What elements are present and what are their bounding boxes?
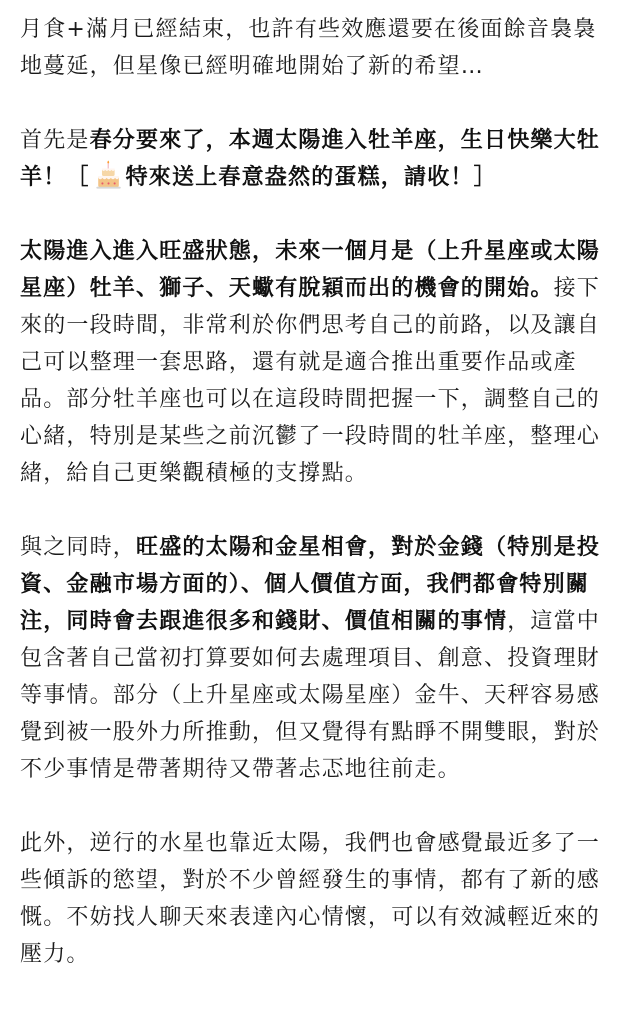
paragraph-bold: 旺盛的太陽和金星相會，對於金錢（特別是投資、金融市場方面的）、個人價值方面，我們都會特別關注，同時會去跟進很多和錢財、價值相關的事情 (20, 535, 601, 634)
paragraph-equinox (20, 122, 603, 196)
paragraph-mercury (20, 825, 603, 973)
paragraph-bold: 太陽進入進入旺盛狀態，未來一個月是（上升星座或太陽星座）牡羊、獅子、天蠍有脫穎而出的機會的開始。 (20, 239, 601, 301)
paragraph-text: 此外，逆行的水星也靠近太陽，我們也會感覺最近多了一些傾訴的慾望，對於不少曾經發生的事情，都有了新的感慨。不妨找人聊天來表達內心情懷，可以有效減輕近來的壓力。 (20, 831, 601, 967)
paragraph-bold-after: 特來送上春意盎然的蛋糕，請收！］ (125, 165, 497, 190)
paragraph-text: 接下來的一段時間，非常利於你們思考自己的前路，以及讓自己可以整理一套思路，還有就是適合推出重要作品或產品。部分牡羊座也可以在這段時間把握一下，調整自己的心緒，特別是某些之前沉鬱了一段時間的牡羊座，整理心緒，給自己更樂觀積極的支撐點。 (20, 276, 601, 486)
birthday-cake-icon (94, 160, 124, 190)
paragraph-eclipse (20, 0, 603, 85)
paragraph-lead: 與之同時， (20, 535, 137, 560)
paragraph-lead: 首先是 (20, 128, 90, 153)
paragraph-text: ，這當中包含著自己當初打算要如何去處理項目、創意、投資理財等事情。部分（上升星座或太陽星座）金牛、天秤容易感覺到被一股外力所推動，但又覺得有點睜不開雙眼，對於不少事情是帶著期待又帶著忐忑地往前走。 (20, 609, 601, 782)
paragraph-bold: 春分要來了，本週太陽進入牡羊座，生日快樂大牡羊！［ (20, 128, 601, 190)
paragraph-sun-aries (20, 233, 603, 492)
paragraph-text: 月食+滿月已經結束，也許有些效應還要在後面餘音裊裊地蔓延，但星像已經明確地開始了新的希望… (20, 17, 597, 79)
paragraph-sun-venus (20, 529, 603, 788)
